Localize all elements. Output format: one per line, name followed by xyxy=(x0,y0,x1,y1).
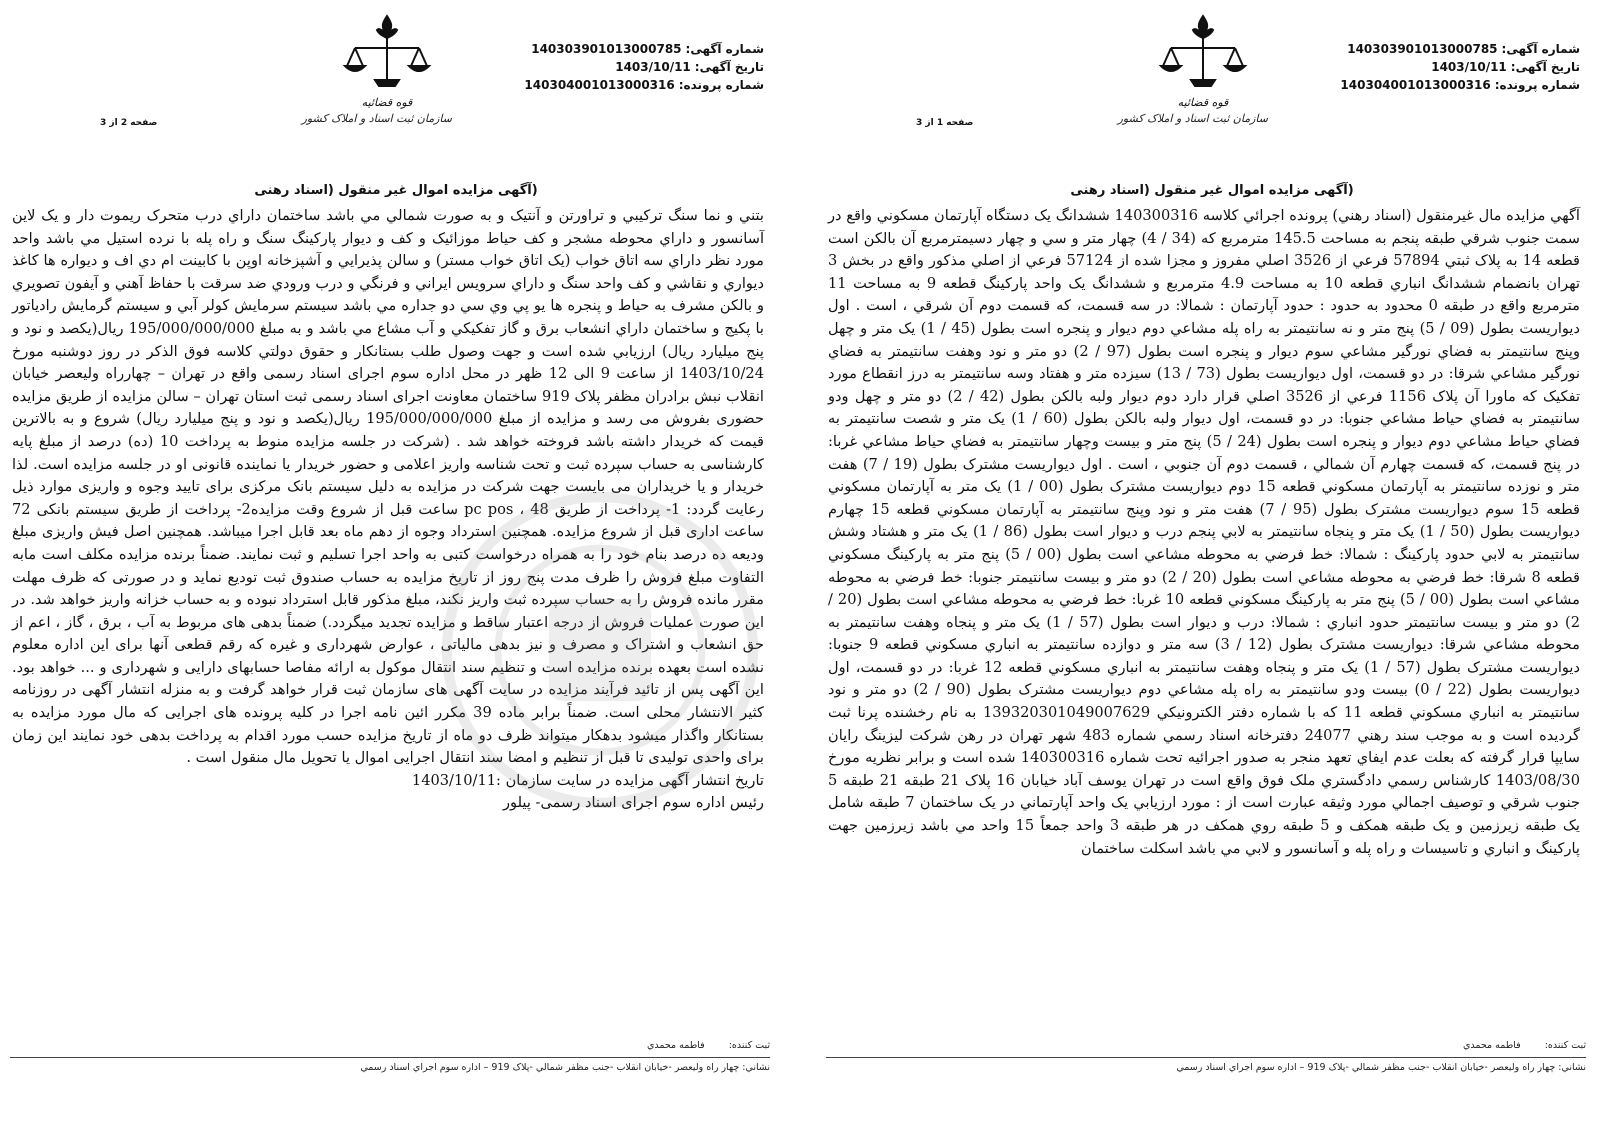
notice-number: 140303901013000785 xyxy=(531,42,682,56)
notice-meta xyxy=(1340,40,1580,94)
document-page-1 xyxy=(816,0,1608,1133)
meta-label: شماره آگهی: xyxy=(685,42,764,56)
body-paragraph: بتني و نما سنگ تركيبي و تراورتن و آنتيک و به صورت شمالي مي باشد ساختمان داراي درب متحرک ريموت دار و يک لاين آسانسور و داراي محوطه مشجر و کف حياط موزائيک و کف و ديوار پارکينگ سنگ و راه پله با نرده استيل مي باشد واحد مورد نظر داراي سه اتاق خواب (يک اتاق خواب مستر) و سالن پذيرايي و آشپزخانه اوپن با کابينت ام دي اف و ديواره ها کاغذ ديواري و نقاشي و کف واحد سنگ و داراي سرويس ايراني و فرنگي و درب ورودي ضد سرقت با حفاظ آهني و آيفون تصويري و بالکن مشرف به حياط و پنجره ها يو پي وي سي دو جداره مي باشد سيستم سرمايش کولر آبي و سيستم گرمايش رادياتور با پکيج و ساختمان داراي انشعاب برق و گاز تفکيکي و آب مشاع مي باشد و به مبلغ 195/000/000/000 ريال(يکصد و نود و پنج ميليارد ريال) ارزيابي شده است و جهت وصول طلب بستانکار و حقوق دولتي کلاسه فوق الذكر در روز دوشنبه مورخ 1403/10/24 از ساعت 9 الی 12 ظهر در محل اداره سوم اجرای اسناد رسمی واقع در تهران – چهارراه وليعصر خيابان انقلاب نبش برادران مظفر پلاک 919 ساختمان معاونت اجرای اسناد رسمی ثبت استان تهران – سالن مزايده از طريق مزايده حضوری بفروش می رسد و مزايده از مبلغ 195/000/000/000 ريال(يکصد و نود و پنج ميليارد ريال) شروع و به بالاترين قيمت كه خريدار داشته باشد فروخته خواهد شد . (شركت در جلسه مزايده منوط به پرداخت 10 (ده) درصد از مبلغ پايه كارشناسی به حساب سپرده ثبت و تحت شناسه واريز اعلامی و حضور خريدار يا نماينده قانونی او در جلسه مزايده است. لذا خريدار و يا خريداران می بايست جهت شركت در مزايده به دليل سيستم بانک مركزی برای تاييد وجوه و واريزی موارد ذيل رعايت گردد: 1- پرداخت از طريق pc pos ، 48 ساعت قبل از شروع وقت مزايده2- پرداخت از طريق سيستم بانکی 72 ساعت اداری قبل از شروع مزايده. همچنين استرداد وجوه از دهم ماه بعد قابل اجرا ميباشد. همچنین اصل فیش واریزی مبلغ ودیعه ده درصد بنام خود را به همراه درخواست کتبی به واحد اجرا تسلیم و ثبت نمایند. ضمناً برنده مزايده مكلف است مابه التفاوت مبلغ فروش را ظرف مدت پنج روز از تاريخ مزايده به حساب صندوق ثبت توديع نمايد و در صورتی كه ظرف مهلت مقرر مانده فروش را به حساب سپرده ثبت واريز نكند، مبلغ مذكور قابل استرداد نبوده و به حساب خزانه واريز خواهد شد. در اين صورت عمليات فروش از درجه اعتبار ساقط و مزايده تجديد ميگردد.) ضمناً بدهی های مربوط به آب ، برق ، گاز ، اعم از حق انشعاب و اشتراک و مصرف و نيز بدهی مالياتی ، عوارض شهرداری و غيره كه رقم قطعی آنها برای اين اداره معلوم نشده است بعهده برنده مزايده است و تنظيم سند انتقال موكول به ارائه مفاصا حسابهای دارايی و شهرداری و ... خواهد بود. اين آگهی پس از تائيد فرآيند مزايده در سايت آگهی های سازمان ثبت قرار خواهد گرفت و به منزله انتشار آگهی در روزنامه كثير الانتشار محلی است. ضمناً برابر ماده 39 مكرر ائين نامه اجرا در كليه پرونده های اجرايی كه مال مورد مزايده به بستانكار واگذار ميشود بدهكار ميتواند ظرف دو ماه از تاريخ مزايده حسب مورد اقدام به پرداخت بدهی خود نمايند اين زمان برای واحدی توليدی تا قبل از تنظيم و امضا سند انتقال اجرايی اموال يا تحويل مال منقول است . xyxy=(12,207,765,767)
notice-title: (آگهی مزایده اموال غیر منقول (اسناد رهنی xyxy=(254,183,538,198)
registered-by-name: فاطمه محمدي xyxy=(646,1040,705,1051)
meta-label: تاریخ آگهی: xyxy=(1510,60,1580,74)
notice-date: 1403/10/11 xyxy=(615,60,691,74)
page-number: صفحه 2 از 3 xyxy=(100,118,158,128)
meta-label: شماره پرونده: xyxy=(1494,78,1580,92)
svg-text:قوه قضائیه: قوه قضائیه xyxy=(1177,96,1229,109)
registered-by-name: فاطمه محمدي xyxy=(1462,1040,1521,1051)
org-name: سازمان ثبت اسناد و املاک کشور xyxy=(1117,112,1268,125)
case-number: 140304001013000316 xyxy=(524,78,675,92)
svg-text:قوه قضائیه: قوه قضائیه xyxy=(361,96,413,109)
body-paragraph: آگهي مزايده مال غيرمنقول (اسناد رهني) پرونده اجرائي كلاسه 140300316 ششدانگ يک دستگاه آپارتمان مسکوني واقع در سمت جنوب شرقي طبقه پنجم به مساحت 145.5 مترمربع که (34 / 4) چهار متر و سي و چهار دسيمترمربع آن بالکن است قطعه 14 به پلاک ثبتي 57894 فرعي از 3526 اصلي مفروز و مجزا شده از 57124 فرعي از اصلي مذکور واقع در بخش 3 تهران بانضمام ششدانگ انباري قطعه 10 به مساحت 4.9 مترمربع و ششدانگ يک واحد پارکينگ قطعه 9 به مساحت 11 مترمربع واقع در طبقه 0 محدود به حدود : حدود آپارتمان : شمالا: در سه قسمت، که قسمت دوم آن شرقي ، است . اول ديواريست بطول (09 / 5) پنج متر و نه سانتيمتر به راه پله مشاعي دوم ديوار و پنجره است بطول (45 / 1) يک متر و چهل وپنج سانتيمتر به فضاي نورگير مشاعي سوم ديوار و پنجره است بطول (97 / 2) دو متر و نود وهفت سانتيمتر به فضاي نورگير مشاعي شرقا: در دو قسمت، اول ديواريست بطول (73 / 13) سيزده متر و هفتاد وسه سانتيمتر به درز انقطاع مورد تفکيک که ماورا آن پلاک 1156 فرعي از 3526 اصلي قرار دارد دوم ديوار ولبه بالکن بطول (42 / 2) دو متر و چهل ودو سانتيمتر به فضاي حياط مشاعي جنوبا: در دو قسمت، اول ديوار ولبه بالکن بطول (60 / 1) يک متر و شصت سانتيمتر به فضاي حياط مشاعي دوم ديوار و پنجره است بطول (24 / 5) پنج متر و بيست وچهار سانتيمتر به فضاي حياط مشاعي غربا: در پنج قسمت، که قسمت چهارم آن شمالي ، قسمت دوم آن جنوبي ، است . اول ديواريست مشترک بطول (19 / 7) هفت متر و نوزده سانتيمتر به آپارتمان مسکوني قطعه 15 دوم ديواريست مشترک بطول (00 / 1) يک متر به آپارتمان مسکوني قطعه 15 سوم ديواريست مشترک بطول (95 / 7) هفت متر و نود وپنج سانتيمتر به آپارتمان مسکوني قطعه 15 چهارم ديواريست بطول (50 / 1) يک متر و پنجاه سانتيمتر به لابي پنجم درب و ديوار است بطول (86 / 1) يک متر و هشتاد وشش سانتيمتر به لابي حدود پارکينگ : شمالا: خط فرضي به محوطه مشاعي است بطول (00 / 5) پنج متر به پارکينگ مسکوني قطعه 8 شرقا: خط فرضي به محوطه مشاعي است بطول (20 / 2) دو متر و بيست سانتيمتر جنوبا: خط فرضي به محوطه مشاعي است بطول (00 / 5) پنج متر به پارکينگ مسکوني قطعه 10 غربا: خط فرضي به محوطه مشاعي است بطول (20 / 2) دو متر و بيست سانتيمتر حدود انباري : شمالا: درب و ديوار است بطول (57 / 1) يک متر و پنجاه وهفت سانتيمتر به محوطه مشاعي شرقا: ديواريست مشترک بطول (12 / 3) سه متر و دوازده سانتيمتر به انباري مسکوني قطعه 9 جنوبا: ديواريست مشترک بطول (57 / 1) يک متر و پنجاه وهفت سانتيمتر به انباري مسکوني قطعه 12 غربا: در دو قسمت، اول ديواريست بطول (22 / 0) بيست ودو سانتيمتر به راه پله مشاعي دوم ديواريست مشترک بطول (90 / 2) دو متر و نود سانتيمتر به انباري مسکوني قطعه 11 كه با شماره دفتر الكترونيكي 139320301049007629 به نام رخشنده پرنا ثبت گرديده است و به موجب سند رهني 24077 دفترخانه اسناد رسمي شماره 483 شهر تهران در رهن شركت ليزينگ رايان سايپا قرار گرفته كه بعلت عدم ايفاي تعهد منجر به صدور اجرائيه تحت شماره 140300316 شده است و برابر نظريه مورخ 1403/08/30 كارشناس رسمي دادگستري ملک فوق واقع است در تهران يوسف آباد خيابان 16 پلاک 21 طبقه 21 طبقه 5 جنوب شرقي و توصيف اجمالي مورد وثيقه عبارت است از : مورد ارزيابي يک واحد آپارتماني در يک ساختمان 7 طبقه شامل يک طبقه زيرزمين و يک طبقه همکف و 5 طبقه روي همکف در هر طبقه 3 واحد جمعاً 15 واحد مي باشد زيرزمين جهت پارکينگ و انباري و تاسيسات و راه پله و آسانسور و لابي مي باشد اسکلت ساختمان xyxy=(828,207,1581,857)
footer-divider xyxy=(826,1057,1586,1058)
notice-title: (آگهی مزایده اموال غیر منقول (اسناد رهنی xyxy=(1070,183,1354,198)
notice-number: 140303901013000785 xyxy=(1347,42,1498,56)
registered-by-label: ثبت کننده: xyxy=(728,1040,770,1051)
notice-date: 1403/10/11 xyxy=(1431,60,1507,74)
judiciary-emblem xyxy=(301,8,452,148)
scales-of-justice-icon xyxy=(1157,8,1249,116)
signatory-line: رئيس اداره سوم اجرای اسناد رسمی- پيلور xyxy=(503,794,764,812)
meta-label: شماره آگهی: xyxy=(1501,42,1580,56)
notice-meta xyxy=(524,40,764,94)
publish-date-line: تاريخ انتشار آگهی مزايده در سايت سازمان :1403/10/11 xyxy=(411,771,764,789)
office-address: نشاني: چهار راه وليعصر -خيابان انقلاب -جنب مظفر شمالي -پلاک 919 – اداره سوم اجراي اسناد رسمي xyxy=(360,1062,770,1073)
case-number: 140304001013000316 xyxy=(1340,78,1491,92)
footer-divider xyxy=(10,1057,770,1058)
registered-by-label: ثبت کننده: xyxy=(1544,1040,1586,1051)
judiciary-emblem xyxy=(1117,8,1268,148)
document-page-2 xyxy=(0,0,792,1133)
page-number: صفحه 1 از 3 xyxy=(916,118,974,128)
org-name: سازمان ثبت اسناد و املاک کشور xyxy=(301,112,452,125)
meta-label: شماره پرونده: xyxy=(678,78,764,92)
office-address: نشاني: چهار راه وليعصر -خيابان انقلاب -جنب مظفر شمالي -پلاک 919 – اداره سوم اجراي اسناد رسمي xyxy=(1176,1062,1586,1073)
page-footer xyxy=(10,1040,770,1073)
scales-of-justice-icon xyxy=(341,8,433,116)
notice-body xyxy=(828,205,1580,860)
meta-label: تاریخ آگهی: xyxy=(694,60,764,74)
notice-body xyxy=(12,205,764,815)
page-footer xyxy=(826,1040,1586,1073)
